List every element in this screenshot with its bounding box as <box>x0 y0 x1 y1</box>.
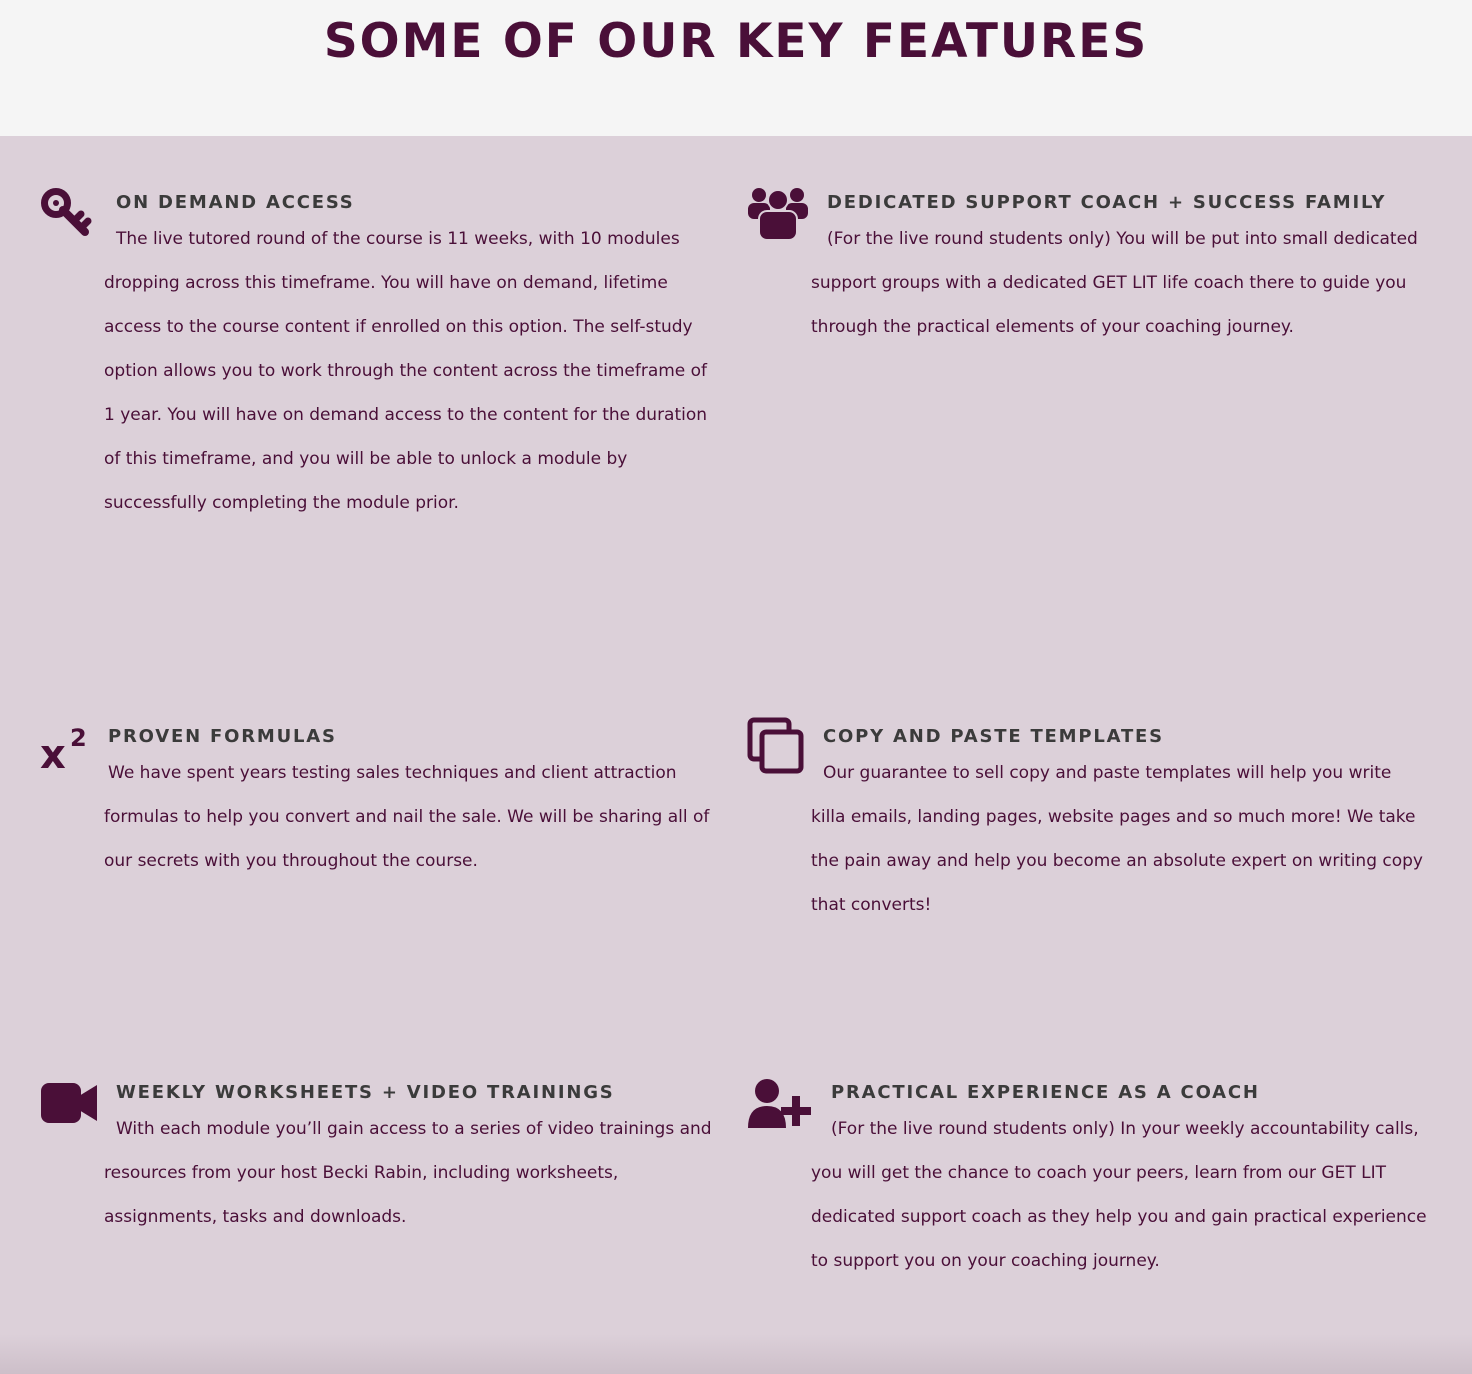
feature-title: PRACTICAL EXPERIENCE AS A COACH <box>831 1082 1260 1103</box>
feature-title: ON DEMAND ACCESS <box>116 192 355 213</box>
svg-text:2: 2 <box>70 724 87 752</box>
feature-title: COPY AND PASTE TEMPLATES <box>823 726 1164 747</box>
user-plus-icon <box>747 1078 813 1130</box>
feature-title: PROVEN FORMULAS <box>108 726 337 747</box>
page-header <box>0 0 1472 136</box>
key-icon <box>41 188 95 240</box>
users-icon <box>747 185 809 241</box>
video-camera-icon <box>41 1081 99 1125</box>
feature-description: (For the live round students only) In your weekly accountability calls, you will get the chance to coach your peers, learn from our GET LIT dedicated support coach as they help you and gain practical experience to support you on your coaching journey. <box>811 1119 1427 1271</box>
superscript-icon <box>40 722 94 770</box>
svg-text:x: x <box>40 732 66 770</box>
feature-description: With each module you’ll gain access to a series of video trainings and resources from your host Becki Rabin, including worksheets, assignments, tasks and downloads. <box>104 1119 712 1227</box>
page-title: SOME OF OUR KEY FEATURES <box>323 14 1149 69</box>
features-section <box>0 136 1472 1374</box>
feature-title: DEDICATED SUPPORT COACH + SUCCESS FAMILY <box>827 192 1387 213</box>
copy-icon <box>747 717 805 775</box>
feature-description: (For the live round students only) You will be put into small dedicated support groups with a dedicated GET LIT life coach there to guide you through the practical elements of your coaching journey. <box>811 229 1418 337</box>
feature-description: The live tutored round of the course is 11 weeks, with 10 modules dropping across this timeframe. You will have on demand, lifetime access to the course content if enrolled on this option. The self-study option allows you to work through the content across the timeframe of 1 year. You will have on demand access to the content for the duration of this timeframe, and you will be able to unlock a module by successfully completing the module prior. <box>104 229 708 513</box>
feature-description: We have spent years testing sales techniques and client attraction formulas to help you convert and nail the sale. We will be sharing all of our secrets with you throughout the course. <box>104 763 710 871</box>
bottom-shade <box>0 1334 1472 1374</box>
feature-description: Our guarantee to sell copy and paste templates will help you write killa emails, landing pages, website pages and so much more! We take the pain away and help you become an absolute expert on writing copy that converts! <box>811 763 1423 915</box>
feature-title: WEEKLY WORKSHEETS + VIDEO TRAININGS <box>116 1082 615 1103</box>
